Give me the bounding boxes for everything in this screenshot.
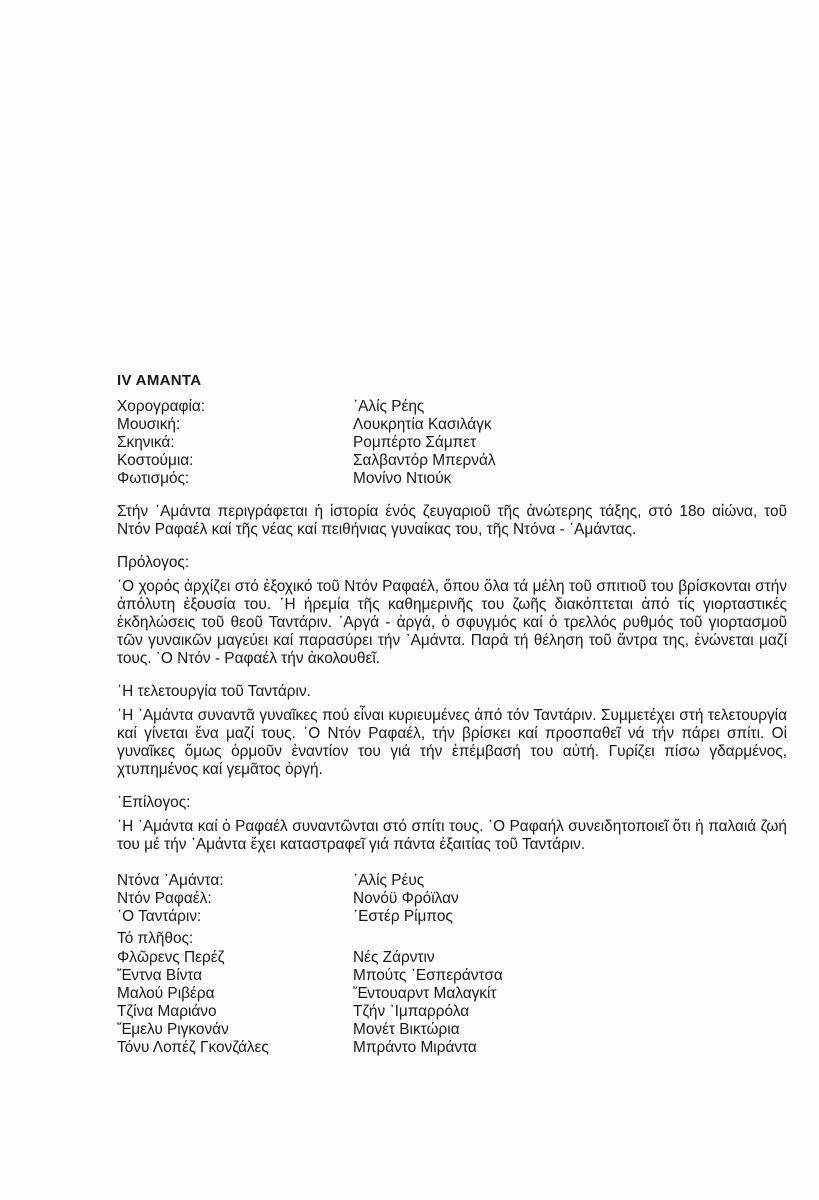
credit-role: Χορογραφία: [117,398,206,415]
synopsis-paragraph: Στήν ᾽Αμάντα περιγράφεται ἡ ἱστορία ἑνός ζευγαριοῦ τῆς ἀνώτερης τάξης, στό 18ο αἰώνα, τοῦ Ντόν Ραφαέλ καί τῆς νέας καί πειθήνιας γυναίκας του, τῆς Ντόνα - ᾽Αμάντας. [117,503,787,538]
crowd-column-right [353,949,653,1057]
credits-list [117,398,787,488]
cast-role: Ντόνα ᾽Αμάντα: [117,872,224,889]
crowd-member: Τόνυ Λοπέζ Γκονζάλες [117,1039,269,1056]
crowd-column-left [117,949,353,1057]
cast-name: Νονόϋ Φρόϊλαν [353,890,459,907]
crowd-member: Τζήν ᾽Ιμπαρρόλα [353,1003,470,1020]
credit-name: Σαλβαντόρ Μπερνάλ [353,452,496,469]
credit-name: Μονίνο Ντιούκ [353,470,452,487]
cast-list [117,872,787,926]
crowd-member: Τζίνα Μαριάνο [117,1003,217,1020]
cast-role: ῾Ο Ταντάριν: [117,908,202,925]
credit-row [117,398,787,416]
credit-row [117,470,787,488]
credit-row [117,416,787,434]
crowd-label: Τό πλῆθος: [117,930,194,947]
credit-role: Μουσική: [117,416,181,433]
credit-name: Λουκρητία Κασιλάγκ [353,416,492,433]
prologue-heading: Πρόλογος: [117,554,190,571]
crowd-member: Ἔντουαρντ Μαλαγκίτ [353,985,497,1002]
cast-row [117,890,787,908]
credit-name: ᾽Αλίς Ρέης [353,398,425,415]
crowd-member: Ἔμελυ Ριγκονάν [117,1021,229,1038]
crowd-member: Φλῶρενς Περέζ [117,949,225,966]
epilogue-paragraph: ῾Η ᾽Αμάντα καί ὁ Ραφαέλ συναντῶνται στό σπίτι τους. ῾Ο Ραφαήλ συνειδητοποιεῖ ὅτι ἡ παλαιά ζωή του μέ τήν ᾽Αμάντα ἔχει καταστραφεῖ γιά πάντα ἐξαιτίας τοῦ Ταντάριν. [117,818,787,853]
cast-name: ᾽Εστέρ Ρίμπος [353,908,453,925]
credit-name: Ρομπέρτο Σάμπετ [353,434,477,451]
section-title: IV AMANTA [117,372,202,389]
credit-row [117,452,787,470]
credit-row [117,434,787,452]
prologue-paragraph: ῾Ο χορός ἀρχίζει στό ἐξοχικό τοῦ Ντόν Ραφαέλ, ὅπου ὅλα τά μέλη τοῦ σπιτιοῦ του βρίσκονται στήν ἀπόλυτη ἐξουσία του. ῾Η ἠρεμία τῆς καθημερινῆς του ζωῆς διακόπτεται ἀπό τίς γιορταστικές ἐκδηλώσεις τοῦ θεοῦ Ταντάριν. ᾽Αργά - ἀργά, ὁ σφυγμός καί ὁ τρελλός ρυθμός τοῦ γιορτασμοῦ τῶν γυναικῶν μαγεύει καί παρασύρει τήν ᾽Αμάντα. Παρά τή θέληση τοῦ ἄντρα της, ἑνώνεται μαζί τους. ῾Ο Ντόν - Ραφαέλ τήν ἀκολουθεῖ. [117,578,787,667]
crowd-member: Νές Ζάρντιν [353,949,435,966]
cast-name: ᾽Αλίς Ρέυς [353,872,425,889]
crowd-list [117,949,787,1057]
credit-role: Σκηνικά: [117,434,175,451]
crowd-member: Μπούτς ᾽Εσπεράντσα [353,967,503,984]
cast-role: Ντόν Ραφαέλ: [117,890,212,907]
credit-role: Κοστούμια: [117,452,194,469]
crowd-member: Ἔντνα Βίντα [117,967,203,984]
ritual-heading: ῾Η τελετουργία τοῦ Ταντάριν. [117,683,311,700]
credit-role: Φωτισμός: [117,470,190,487]
program-section [117,372,787,1057]
epilogue-heading: ᾽Επίλογος: [117,794,191,811]
ritual-paragraph: ῾Η ᾽Αμάντα συναντᾶ γυναῖκες πού εἶναι κυριευμένες ἀπό τόν Ταντάριν. Συμμετέχει στή τελετουργία καί γίνεται ἕνα μαζί τους. ῾Ο Ντόν Ραφαέλ, τήν βρίσκει καί προσπαθεῖ νά τήν πάρει σπίτι. Οἱ γυναῖκες ὅμως ὁρμοῦν ἐναντίον του γιά τήν ἐπέμβασή του αὐτή. Γυρίζει πίσω γδαρμένος, χτυπημένος καί γεμᾶτος ὀργή. [117,707,787,778]
cast-row [117,908,787,926]
cast-row [117,872,787,890]
crowd-member: Μπράντο Μιράντα [353,1039,477,1056]
crowd-member: Μαλού Ριβέρα [117,985,215,1002]
crowd-member: Μονέτ Βικτώρια [353,1021,460,1038]
